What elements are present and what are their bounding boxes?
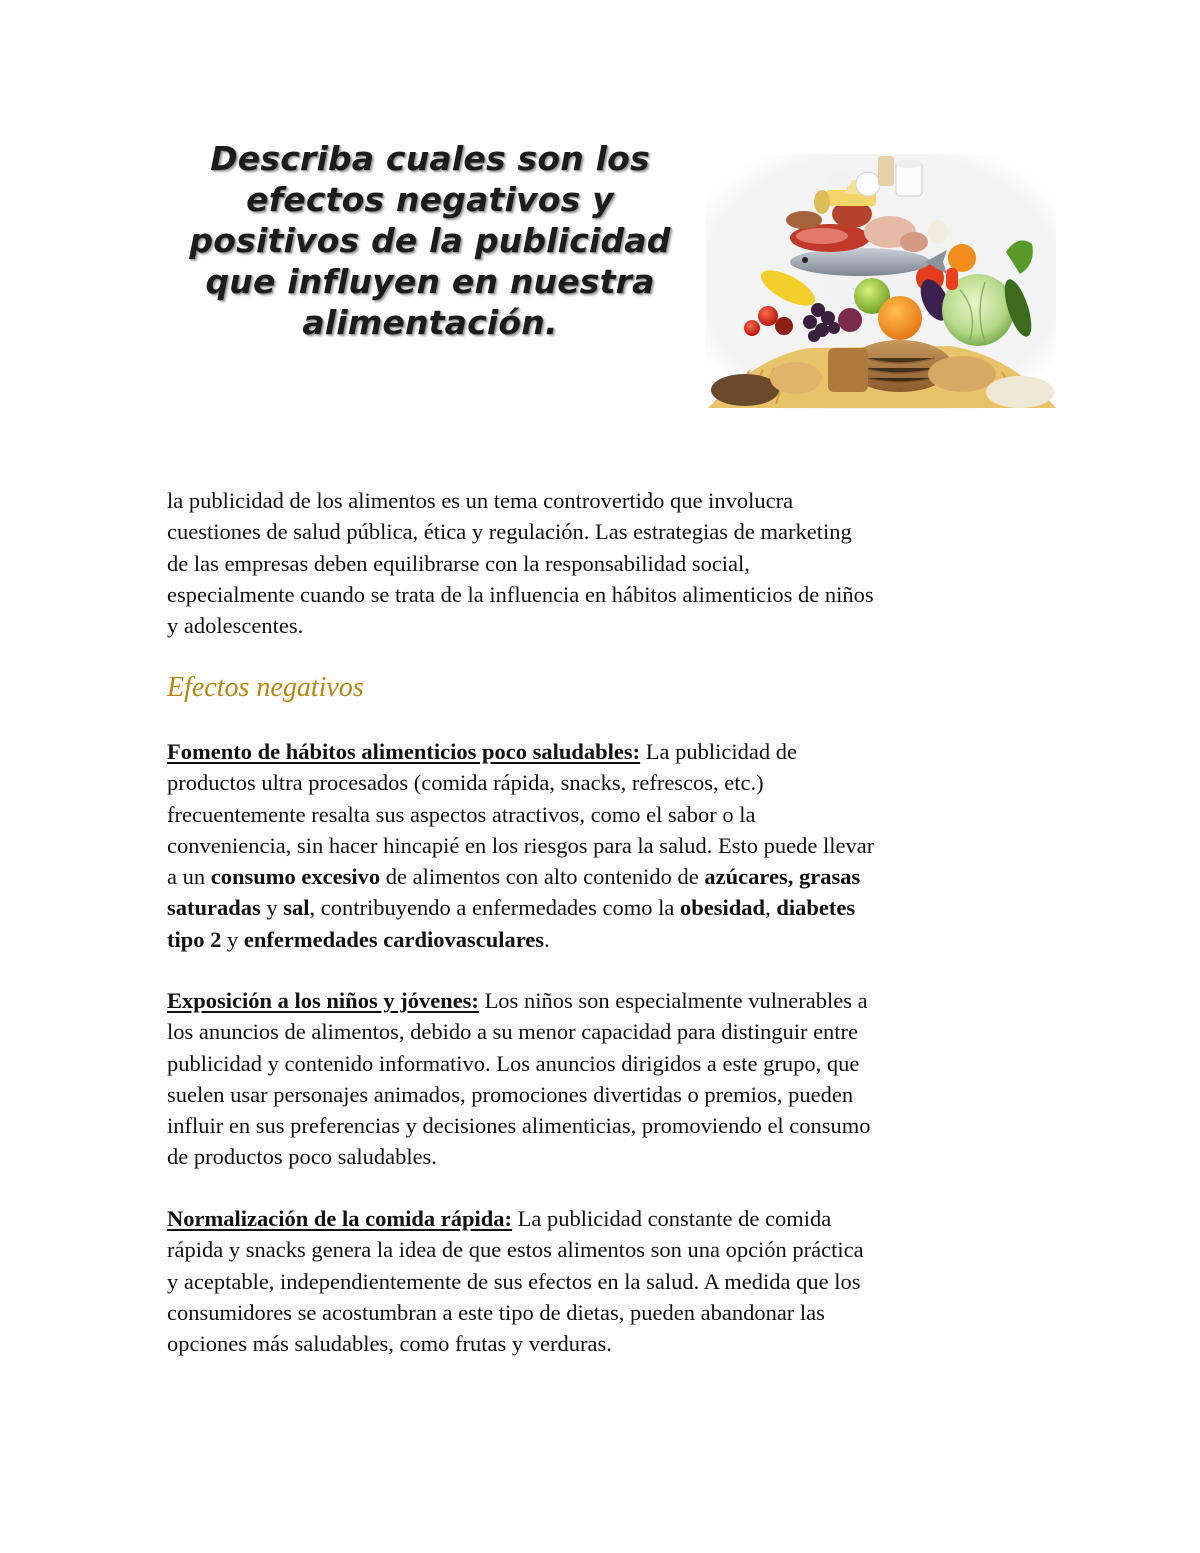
text-line: rápida y snacks genera la idea de que estos alimentos son una opción práctica [167, 1237, 864, 1263]
text-line: suelen usar personajes animados, promociones divertidas o premios, pueden [167, 1081, 854, 1107]
text-run: , [765, 895, 777, 921]
text-run: Los niños son especialmente vulnerables a [478, 988, 868, 1013]
title-line: positivos de la publicidad [189, 221, 671, 260]
text-line: opciones más saludables, como frutas y verduras. [167, 1331, 612, 1357]
paragraph-unhealthy-habits [167, 736, 1047, 955]
text-line: y aceptable, independientemente de sus efectos en la salud. A medida que los [167, 1268, 861, 1294]
paragraph-term: Exposición a los niños y jóvenes: [167, 988, 479, 1013]
text-line: de productos poco saludables. [167, 1144, 437, 1170]
text-line: cuestiones de salud pública, ética y regulación. Las estrategias de marketing [167, 519, 852, 545]
paragraph-term: Fomento de hábitos alimenticios poco saludables: [167, 739, 641, 764]
title-line: efectos negativos y [246, 180, 614, 219]
text-run: La publicidad constante de comida [511, 1206, 832, 1231]
text-run: a un [167, 864, 211, 890]
text-line [167, 892, 1047, 923]
bold-text: consumo excesivo [210, 864, 381, 890]
intro-paragraph [167, 485, 1047, 641]
text-line: influir en sus preferencias y decisiones alimenticias, promoviendo el consumo [167, 1113, 871, 1139]
bold-text: enfermedades cardiovasculares [243, 926, 545, 952]
bold-text: sal [283, 895, 310, 921]
title-line: que influyen en nuestra [205, 262, 655, 301]
text-line: frecuentemente resalta sus aspectos atractivos, como el sabor o la [167, 801, 756, 827]
text-line [167, 736, 1047, 767]
text-line [167, 985, 1047, 1016]
text-run: , contribuyendo a enfermedades como la [309, 895, 681, 921]
text-line [167, 861, 1047, 892]
text-run: La publicidad de [640, 739, 797, 764]
title-line: alimentación. [302, 303, 558, 342]
bold-text: obesidad [680, 895, 766, 921]
text-run: de alimentos con alto contenido de [380, 864, 705, 890]
text-run: . [544, 926, 550, 952]
paragraph-children-exposure [167, 985, 1047, 1173]
section-heading-negative-effects: Efectos negativos [167, 672, 364, 703]
text-line: productos ultra procesados (comida rápida, snacks, refrescos, etc.) [167, 770, 764, 796]
text-line: la publicidad de los alimentos es un tema controvertido que involucra [167, 488, 794, 513]
text-line: consumidores se acostumbran a este tipo de dietas, pueden abandonar las [167, 1299, 825, 1325]
document-title [160, 138, 700, 343]
bold-text: tipo 2 [167, 926, 222, 952]
title-line: Describa cuales son los [210, 139, 650, 178]
text-line [167, 1203, 1047, 1234]
bold-text: azúcares, grasas [704, 864, 861, 890]
text-run: y [260, 895, 284, 921]
text-line: los anuncios de alimentos, debido a su menor capacidad para distinguir entre [167, 1019, 859, 1045]
text-line: publicidad y contenido informativo. Los anuncios dirigidos a este grupo, que [167, 1050, 860, 1076]
food-pyramid-image [700, 150, 1062, 415]
text-line: y adolescentes. [167, 613, 304, 639]
paragraph-term: Normalización de la comida rápida: [167, 1206, 512, 1231]
bold-text: saturadas [167, 895, 261, 921]
text-line [167, 924, 1047, 955]
bold-text: diabetes [776, 895, 856, 921]
text-run: y [221, 926, 244, 952]
text-line: conveniencia, sin hacer hincapié en los riesgos para la salud. Esto puede llevar [167, 832, 875, 858]
paragraph-fast-food-normalization [167, 1203, 1047, 1359]
text-line: especialmente cuando se trata de la influencia en hábitos alimenticios de niños [167, 581, 874, 607]
text-line: de las empresas deben equilibrarse con la responsabilidad social, [167, 550, 750, 576]
